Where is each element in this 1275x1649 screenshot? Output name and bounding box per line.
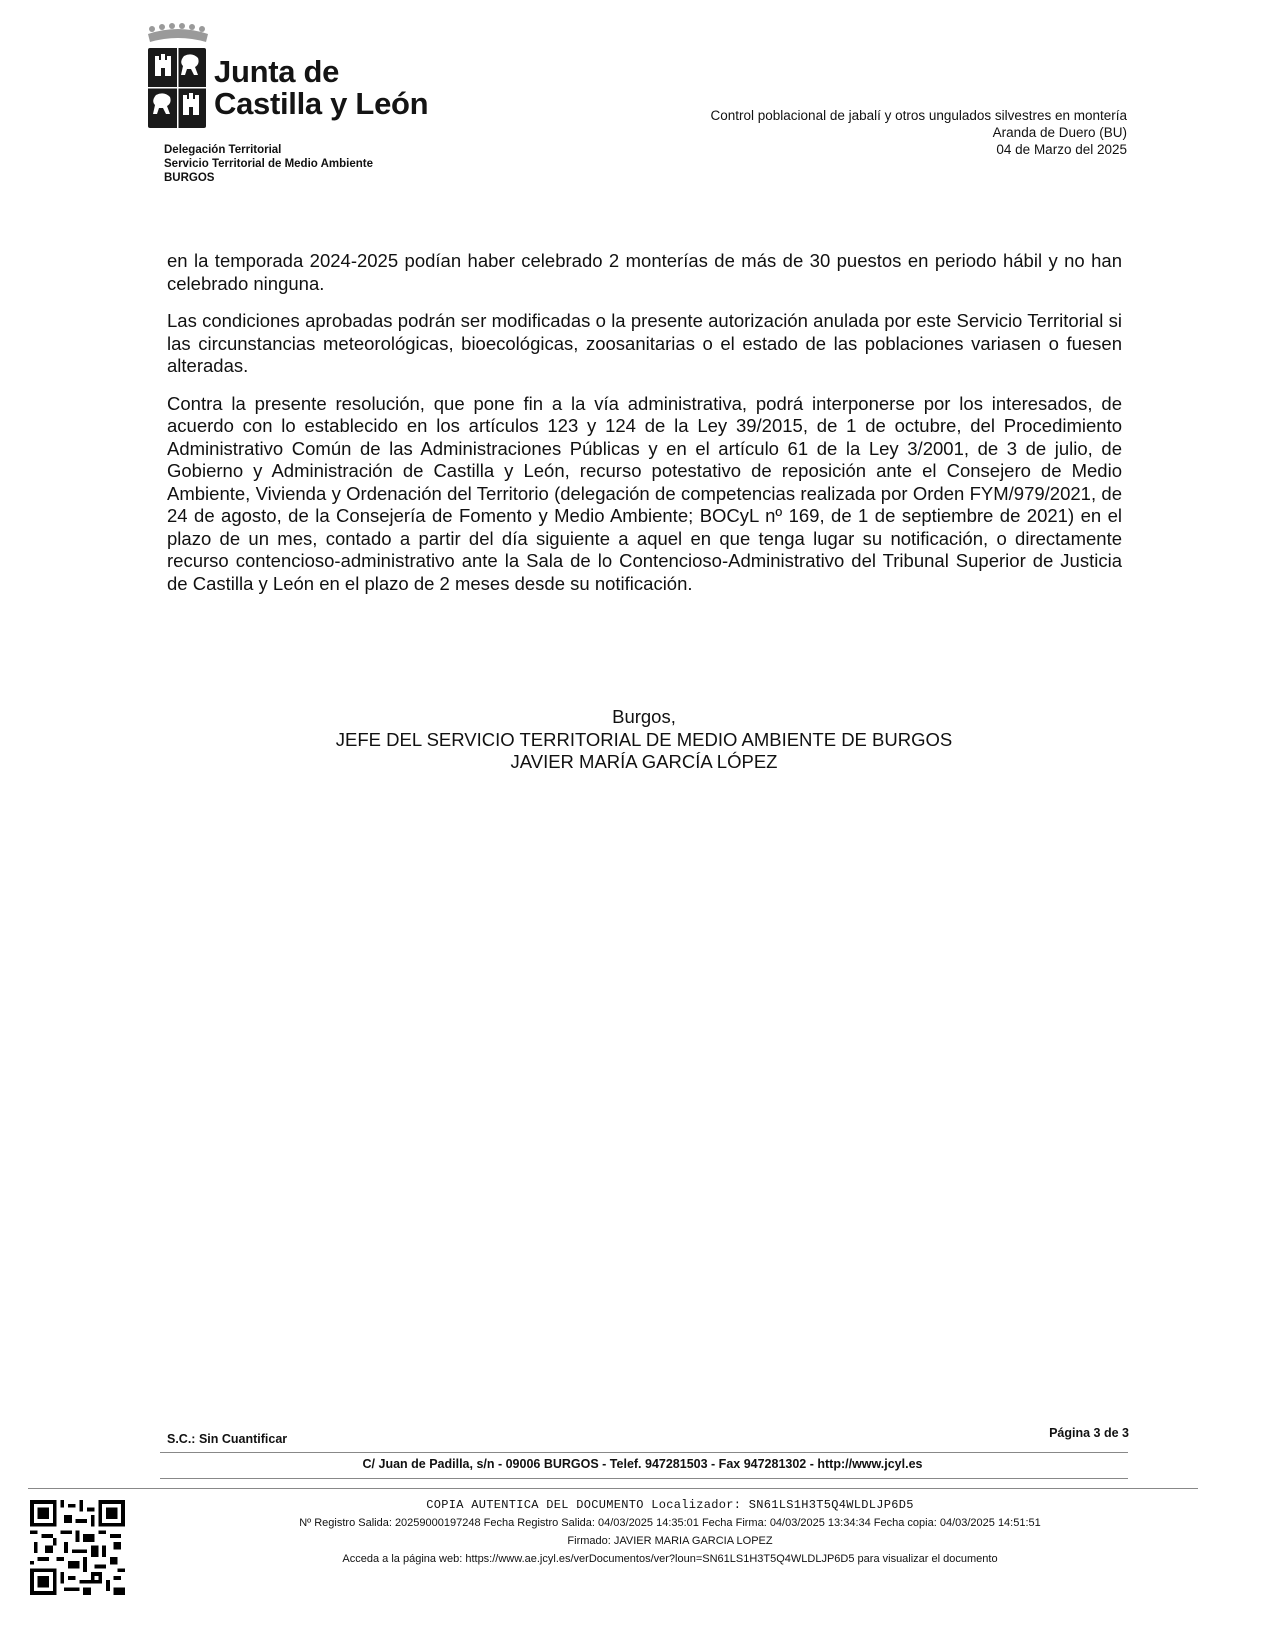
- footer-divider-copy: [28, 1488, 1198, 1489]
- body-paragraph: Las condiciones aprobadas podrán ser modificadas o la presente autorización anulada por este Servicio Territorial si las circunstancias meteorológicas, bioecológicas, zoosanitarias o el estado de las poblaciones variasen o fuesen alteradas.: [167, 310, 1122, 376]
- org-line-city: BURGOS: [164, 172, 215, 184]
- document-body: [167, 250, 1122, 610]
- footer-verification: [160, 1496, 1180, 1568]
- body-paragraph: Contra la presente resolución, que pone fin a la vía administrativa, podrá interponerse por los interesados, de acuerdo con lo establecido en los artículos 123 y 124 de la Ley 39/2015, de 1 de octubre, del Procedimiento Administrativo Común de las Administraciones Públicas y en el artículo 61 de la Ley 3/2001, de 3 de julio, de Gobierno y Administración de Castilla y León, recurso potestativo de reposición ante el Consejero de Medio Ambiente, Vivienda y Ordenación del Territorio (delegación de competencias realizada por Orden FYM/979/2021, de 24 de agosto, de la Consejería de Fomento y Medio Ambiente; BOCyL nº 169, de 1 de septiembre de 2021) en el plazo de un mes, contado a partir del día siguiente a aquel en que tenga lugar su notificación, o directamente recurso contencioso-administrativo ante la Sala de lo Contencioso-Administrativo del Tribunal Superior de Justicia de Castilla y León en el plazo de 2 meses desde su notificación.: [167, 392, 1122, 594]
- body-paragraph: en la temporada 2024-2025 podían haber celebrado 2 monterías de más de 30 puestos en periodo hábil y no han celebrado ninguna.: [167, 250, 1122, 294]
- signature-block: [0, 706, 1275, 774]
- footer-address: C/ Juan de Padilla, s/n - 09006 BURGOS - Telef. 947281503 - Fax 947281302 - http://www.jcyl.es: [362, 1457, 923, 1471]
- org-line-delegacion: Delegación Territorial: [164, 144, 282, 156]
- logo-text-line1: Junta de: [214, 54, 340, 89]
- qr-code-icon: [30, 1500, 125, 1595]
- coat-of-arms-icon: [146, 22, 210, 134]
- signature-title: JEFE DEL SERVICIO TERRITORIAL DE MEDIO AMBIENTE DE BURGOS: [335, 728, 953, 750]
- copia-localizador: COPIA AUTENTICA DEL DOCUMENTO Localizador: SN61LS1H3T5Q4WLDLJP6D5: [426, 1498, 914, 1512]
- firmado-info: Firmado: JAVIER MARIA GARCIA LOPEZ: [567, 1535, 773, 1547]
- footer-divider-top: [160, 1452, 1128, 1453]
- organization-block: [164, 143, 373, 185]
- document-place: Aranda de Duero (BU): [992, 125, 1127, 140]
- org-line-servicio: Servicio Territorial de Medio Ambiente: [164, 158, 373, 170]
- footer-divider-bottom: [160, 1478, 1128, 1479]
- acceda-link[interactable]: Acceda a la página web: https://www.ae.jcyl.es/verDocumentos/ver?loun=SN61LS1H3T5Q4WLDLJP6D5 para visualizar el documento: [342, 1553, 998, 1565]
- document-subject: Control poblacional de jabalí y otros ungulados silvestres en montería: [710, 108, 1127, 123]
- document-header-info: [427, 107, 1127, 158]
- junta-logo: [146, 22, 446, 134]
- sc-label: S.C.: Sin Cuantificar: [167, 1432, 288, 1446]
- logo-text-line2: Castilla y León: [214, 86, 429, 121]
- logo-text: [214, 56, 428, 120]
- signature-name: JAVIER MARÍA GARCÍA LÓPEZ: [510, 751, 778, 772]
- document-date: 04 de Marzo del 2025: [996, 142, 1127, 157]
- page-number: Página 3 de 3: [1049, 1426, 1129, 1440]
- signature-place: Burgos,: [612, 706, 676, 727]
- registro-info: Nº Registro Salida: 20259000197248 Fecha Registro Salida: 04/03/2025 14:35:01 Fecha Firma: 04/03/2025 13:34:34 Fecha copia: 04/03/2025 14:51:51: [299, 1517, 1041, 1529]
